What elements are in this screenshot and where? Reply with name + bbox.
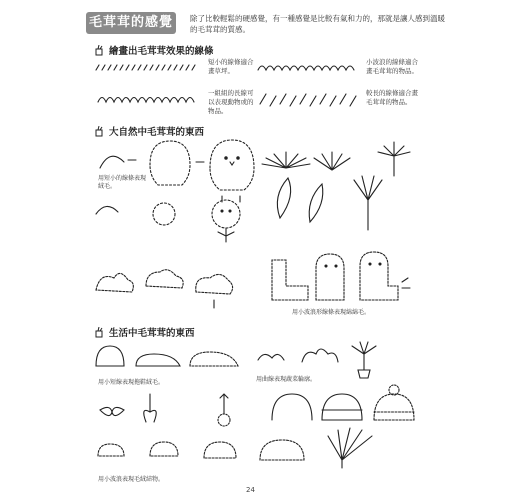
hat-drawing-steps — [272, 385, 414, 420]
long-lines-sample — [98, 98, 194, 103]
pompom-drawing-steps — [98, 428, 372, 468]
note-thick-lines: 較長的線條適合畫毛茸茸的物品。 — [366, 89, 418, 106]
plant-fans — [262, 142, 410, 230]
section-heading-text: 生活中毛茸茸的東西 — [109, 328, 195, 339]
caption-chick: 用短小的線條表現絨毛。 — [98, 175, 147, 190]
caption-cabbage: 用曲線表現蔬菜輪廓。 — [256, 376, 317, 383]
note-long-lines: 一組組的長線可以表現動物或的物品。 — [208, 89, 254, 115]
section-heading-text: 繪畫出毛茸茸效果的線條 — [109, 46, 214, 57]
caption-alpaca: 用小波浪形線條表現綿綿毛。 — [292, 309, 371, 316]
chick-drawing-steps — [100, 140, 254, 202]
cabbage-drawing-steps — [258, 342, 376, 378]
bow-drawing-steps — [100, 394, 230, 426]
page-number: 24 — [246, 486, 255, 494]
alpaca-drawing-steps — [272, 252, 410, 300]
slipper-drawing-steps — [96, 346, 238, 366]
page-title: 毛茸茸的感覺 — [86, 12, 176, 34]
caption-pompom: 用小波浪表現毛絨結物。 — [98, 476, 165, 483]
continuous-lines-sample — [258, 66, 354, 70]
note-short-lines: 短小的線條適合畫草坪。 — [208, 58, 254, 75]
dandelion-drawing-steps — [96, 200, 240, 242]
bush-drawing-steps — [96, 270, 233, 308]
caption-slipper: 用小短線表現拖鞋絨毛。 — [98, 379, 165, 386]
intro-text: 除了比較輕鬆的硬感覺，有一種感覺是比較有氣和力的，那就是讓人感到溫暖的毛茸茸的質感。 — [190, 14, 445, 34]
section-heading-text: 大自然中毛茸茸的東西 — [109, 127, 205, 138]
thick-lines-sample — [260, 94, 356, 106]
note-continuous-lines: 小波浪的線條適合畫毛茸茸的物品。 — [366, 58, 418, 75]
short-lines-sample — [96, 65, 195, 70]
